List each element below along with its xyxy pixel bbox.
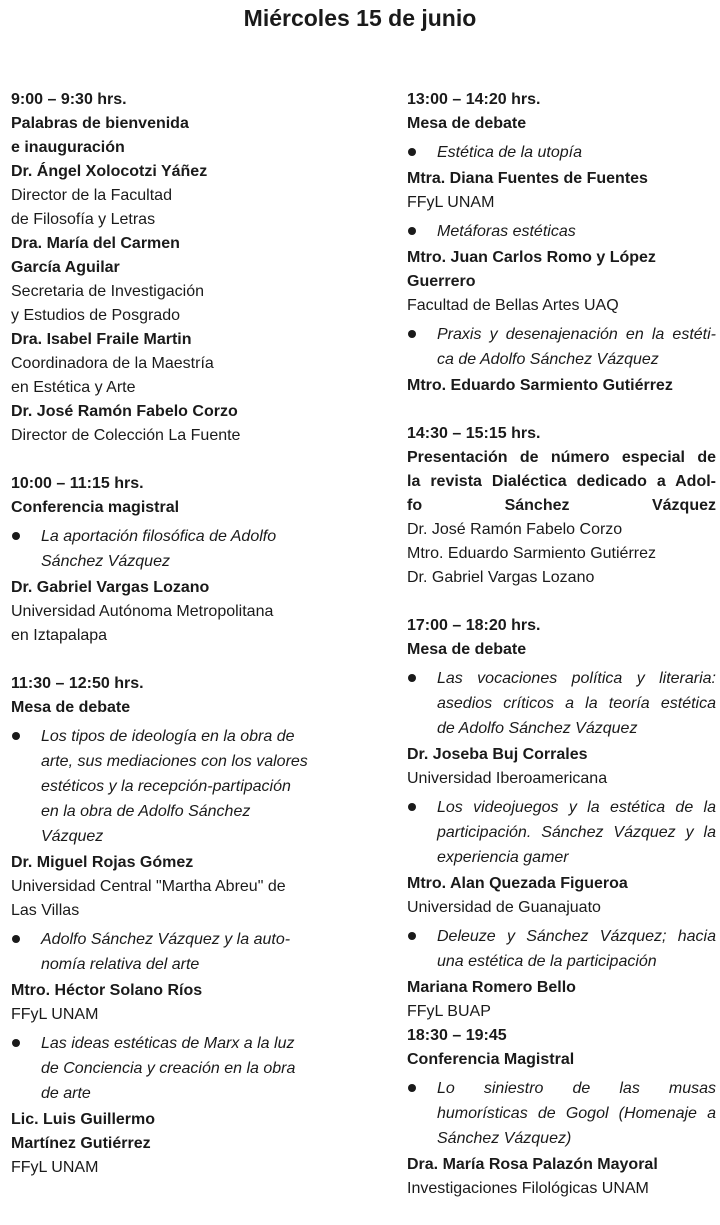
speaker-name: Mtro. Alan Quezada Figueroa	[407, 875, 628, 892]
person-affiliation: Director de Colección La Fuente	[11, 427, 241, 444]
speaker-affiliation: Universidad Iberoamericana	[407, 770, 608, 787]
talk-title: de Conciencia y creación en la obra	[41, 1060, 296, 1077]
person-affiliation: de Filosofía y Letras	[11, 211, 156, 228]
speaker-affiliation: FFyL UNAM	[11, 1159, 99, 1176]
bullet-icon	[408, 803, 416, 811]
talk-title: Sánchez Vázquez	[41, 553, 170, 570]
talk-title: asedios críticos a la teoría estética	[437, 695, 716, 712]
speaker-name: Mtra. Diana Fuentes de Fuentes	[407, 170, 648, 187]
talk-title: Deleuze y Sánchez Vázquez; hacia	[437, 928, 716, 945]
talk-title: estéticos y la recepción-partipación	[41, 778, 291, 795]
speaker-affiliation: Universidad de Guanajuato	[407, 899, 601, 916]
talk-item	[407, 219, 716, 244]
session-heading: Conferencia Magistral	[407, 1051, 575, 1068]
person-affiliation: Secretaria de Investigación	[11, 283, 204, 300]
talk-item	[407, 666, 716, 741]
speaker-name: Dr. Miguel Rojas Gómez	[11, 854, 194, 871]
talk-title: Adolfo Sánchez Vázquez y la auto-	[41, 931, 291, 948]
session-block	[407, 1024, 716, 1201]
talk-title: humorísticas de Gogol (Homenaje a	[437, 1105, 716, 1122]
speaker-affiliation: Las Villas	[11, 902, 80, 919]
session-time: 10:00 – 11:15 hrs.	[11, 475, 144, 492]
session-time: 14:30 – 15:15 hrs.	[407, 425, 541, 442]
session-time: 18:30 – 19:45	[407, 1027, 507, 1044]
session-time: 17:00 – 18:20 hrs.	[407, 617, 541, 634]
talk-title: Las ideas estéticas de Marx a la luz	[41, 1035, 295, 1052]
bullet-icon	[408, 674, 416, 682]
talk-item	[11, 524, 327, 574]
talk-title: una estética de la participación	[437, 953, 657, 970]
person-affiliation: Dr. Gabriel Vargas Lozano	[407, 569, 595, 586]
session-heading: Mesa de debate	[407, 641, 527, 658]
person-affiliation: Coordinadora de la Maestría	[11, 355, 214, 372]
session-block	[11, 88, 327, 448]
bullet-icon	[408, 227, 416, 235]
speaker-affiliation: FFyL BUAP	[407, 1003, 491, 1020]
session-block	[407, 422, 716, 590]
session-heading: Palabras de bienvenida	[11, 115, 189, 132]
schedule-column-left	[11, 88, 327, 1204]
talk-item	[407, 322, 716, 372]
person-name: Dra. María del Carmen	[11, 235, 180, 252]
speaker-name: Dr. Gabriel Vargas Lozano	[11, 579, 210, 596]
session-heading: la revista Dialéctica dedicado a Adol-	[407, 473, 716, 490]
bullet-icon	[12, 732, 20, 740]
speaker-affiliation: Facultad de Bellas Artes UAQ	[407, 297, 619, 314]
talk-item	[407, 795, 716, 870]
session-block	[407, 614, 716, 1024]
person-affiliation: Mtro. Eduardo Sarmiento Gutiérrez	[407, 545, 656, 562]
session-heading: Mesa de debate	[407, 115, 527, 132]
bullet-icon	[408, 1084, 416, 1092]
session-heading: fo Sánchez Vázquez	[407, 497, 716, 514]
session-block	[11, 672, 327, 1180]
bullet-icon	[12, 1039, 20, 1047]
bullet-icon	[408, 330, 416, 338]
person-name: Dr. José Ramón Fabelo Corzo	[11, 403, 238, 420]
page-title: Miércoles 15 de junio	[243, 5, 477, 31]
talk-title: Sánchez Vázquez)	[437, 1130, 572, 1147]
session-heading: e inauguración	[11, 139, 125, 156]
speaker-name: Mtro. Juan Carlos Romo y López	[407, 249, 656, 266]
talk-item	[11, 927, 327, 977]
speaker-name: Martínez Gutiérrez	[11, 1135, 151, 1152]
talk-title: Estética de la utopía	[437, 144, 582, 161]
speaker-name: Dra. María Rosa Palazón Mayoral	[407, 1156, 658, 1173]
person-name: Dr. Ángel Xolocotzi Yáñez	[11, 163, 208, 180]
talk-title: Praxis y desenajenación en la estéti-	[437, 326, 716, 343]
speaker-affiliation: FFyL UNAM	[407, 194, 495, 211]
session-heading: Mesa de debate	[11, 699, 131, 716]
person-affiliation: y Estudios de Posgrado	[11, 307, 180, 324]
speaker-name: Dr. Joseba Buj Corrales	[407, 746, 588, 763]
session-time: 9:00 – 9:30 hrs.	[11, 91, 127, 108]
talk-item	[407, 1076, 716, 1151]
person-name: Dra. Isabel Fraile Martin	[11, 331, 192, 348]
session-block	[407, 88, 716, 398]
talk-item	[407, 140, 716, 165]
person-name: García Aguilar	[11, 259, 120, 276]
talk-title: Lo siniestro de las musas	[437, 1080, 716, 1097]
talk-title: Los videojuegos y la estética de la	[437, 799, 716, 816]
talk-title: Las vocaciones política y literaria:	[437, 670, 716, 687]
schedule-column-right	[407, 88, 716, 1225]
talk-item	[407, 924, 716, 974]
talk-title: en la obra de Adolfo Sánchez	[41, 803, 251, 820]
speaker-affiliation: FFyL UNAM	[11, 1006, 99, 1023]
session-heading: Presentación de número especial de	[407, 449, 716, 466]
talk-title: de arte	[41, 1085, 91, 1102]
speaker-name: Mariana Romero Bello	[407, 979, 576, 996]
talk-title: Los tipos de ideología en la obra de	[41, 728, 295, 745]
speaker-name: Guerrero	[407, 273, 476, 290]
speaker-affiliation: Universidad Central "Martha Abreu" de	[11, 878, 286, 895]
speaker-affiliation: Investigaciones Filológicas UNAM	[407, 1180, 649, 1197]
bullet-icon	[12, 935, 20, 943]
talk-title: participación. Sánchez Vázquez y la	[437, 824, 716, 841]
bullet-icon	[408, 932, 416, 940]
talk-title: experiencia gamer	[437, 849, 569, 866]
session-time: 13:00 – 14:20 hrs.	[407, 91, 541, 108]
bullet-icon	[12, 532, 20, 540]
talk-title: arte, sus mediaciones con los valores	[41, 753, 308, 770]
talk-item	[11, 1031, 327, 1106]
person-affiliation: Director de la Facultad	[11, 187, 172, 204]
bullet-icon	[408, 148, 416, 156]
session-heading: Conferencia magistral	[11, 499, 180, 516]
talk-title: Vázquez	[41, 828, 104, 845]
speaker-affiliation: en Iztapalapa	[11, 627, 108, 644]
speaker-name: Mtro. Héctor Solano Ríos	[11, 982, 203, 999]
talk-title: ca de Adolfo Sánchez Vázquez	[437, 351, 659, 368]
person-affiliation: en Estética y Arte	[11, 379, 136, 396]
speaker-name: Mtro. Eduardo Sarmiento Gutiérrez	[407, 377, 673, 394]
session-block	[11, 472, 327, 648]
talk-title: nomía relativa del arte	[41, 956, 200, 973]
speaker-affiliation: Universidad Autónoma Metropolitana	[11, 603, 274, 620]
person-affiliation: Dr. José Ramón Fabelo Corzo	[407, 521, 623, 538]
session-time: 11:30 – 12:50 hrs.	[11, 675, 144, 692]
talk-title: Metáforas estéticas	[437, 223, 576, 240]
talk-title: La aportación filosófica de Adolfo	[41, 528, 277, 545]
speaker-name: Lic. Luis Guillermo	[11, 1111, 156, 1128]
talk-title: de Adolfo Sánchez Vázquez	[437, 720, 638, 737]
talk-item	[11, 724, 327, 849]
